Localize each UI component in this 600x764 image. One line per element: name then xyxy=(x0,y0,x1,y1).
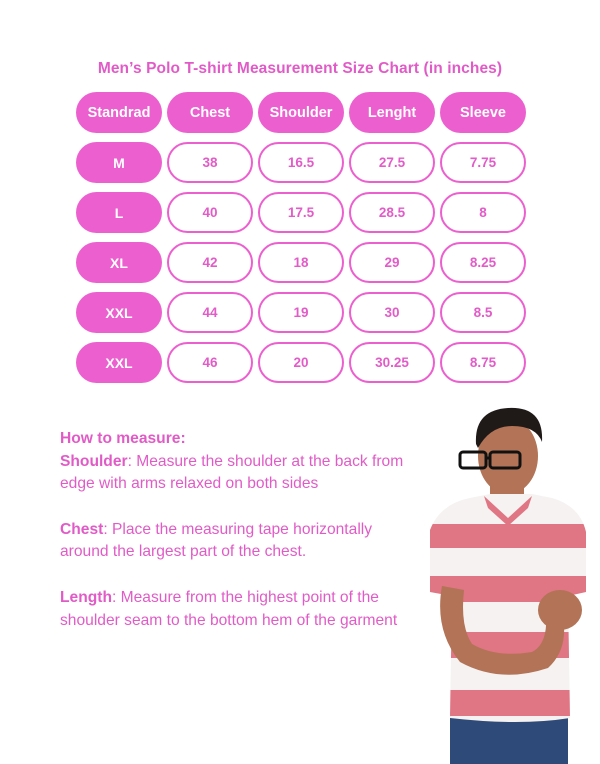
chart-title: Men’s Polo T-shirt Measurement Size Chart (in inches) xyxy=(97,60,503,77)
length-value: 30.25 xyxy=(349,342,435,383)
header-chest: Chest xyxy=(167,92,253,133)
length-term: Length xyxy=(60,588,112,606)
shoulder-value: 16.5 xyxy=(258,142,344,183)
size-label: M xyxy=(76,142,162,183)
chest-value: 46 xyxy=(167,342,253,383)
size-label: XXL xyxy=(76,292,162,333)
chest-value: 42 xyxy=(167,242,253,283)
shoulder-value: 19 xyxy=(258,292,344,333)
shoulder-description: : Measure the shoulder at the back from edge with arms relaxed on both sides xyxy=(60,452,404,493)
sleeve-value: 8.5 xyxy=(440,292,526,333)
length-value: 29 xyxy=(349,242,435,283)
header-standard: Standrad xyxy=(76,92,162,133)
measurement-instructions xyxy=(60,428,410,655)
sleeve-value: 8 xyxy=(440,192,526,233)
chest-value: 40 xyxy=(167,192,253,233)
how-to-measure-heading: How to measure: xyxy=(60,430,186,447)
chest-description: : Place the measuring tape horizontally around the largest part of the chest. xyxy=(60,520,373,561)
header-shoulder: Shoulder xyxy=(258,92,344,133)
chest-instruction xyxy=(60,519,410,564)
hand-shape xyxy=(538,590,582,630)
chest-value: 38 xyxy=(167,142,253,183)
size-chart-table xyxy=(76,92,526,383)
header-length: Lenght xyxy=(349,92,435,133)
shoulder-value: 18 xyxy=(258,242,344,283)
shoulder-value: 20 xyxy=(258,342,344,383)
sleeve-value: 8.25 xyxy=(440,242,526,283)
length-instruction xyxy=(60,587,410,632)
shoulder-value: 17.5 xyxy=(258,192,344,233)
length-value: 27.5 xyxy=(349,142,435,183)
chest-value: 44 xyxy=(167,292,253,333)
shoulder-instruction xyxy=(60,428,410,496)
size-label: XL xyxy=(76,242,162,283)
header-sleeve: Sleeve xyxy=(440,92,526,133)
shoulder-term: Shoulder xyxy=(60,452,128,470)
length-value: 30 xyxy=(349,292,435,333)
model-photo xyxy=(420,400,600,764)
size-label: XXL xyxy=(76,342,162,383)
sleeve-value: 8.75 xyxy=(440,342,526,383)
size-label: L xyxy=(76,192,162,233)
sleeve-value: 7.75 xyxy=(440,142,526,183)
length-value: 28.5 xyxy=(349,192,435,233)
chest-term: Chest xyxy=(60,520,104,538)
length-description: : Measure from the highest point of the shoulder seam to the bottom hem of the garment xyxy=(60,588,398,629)
